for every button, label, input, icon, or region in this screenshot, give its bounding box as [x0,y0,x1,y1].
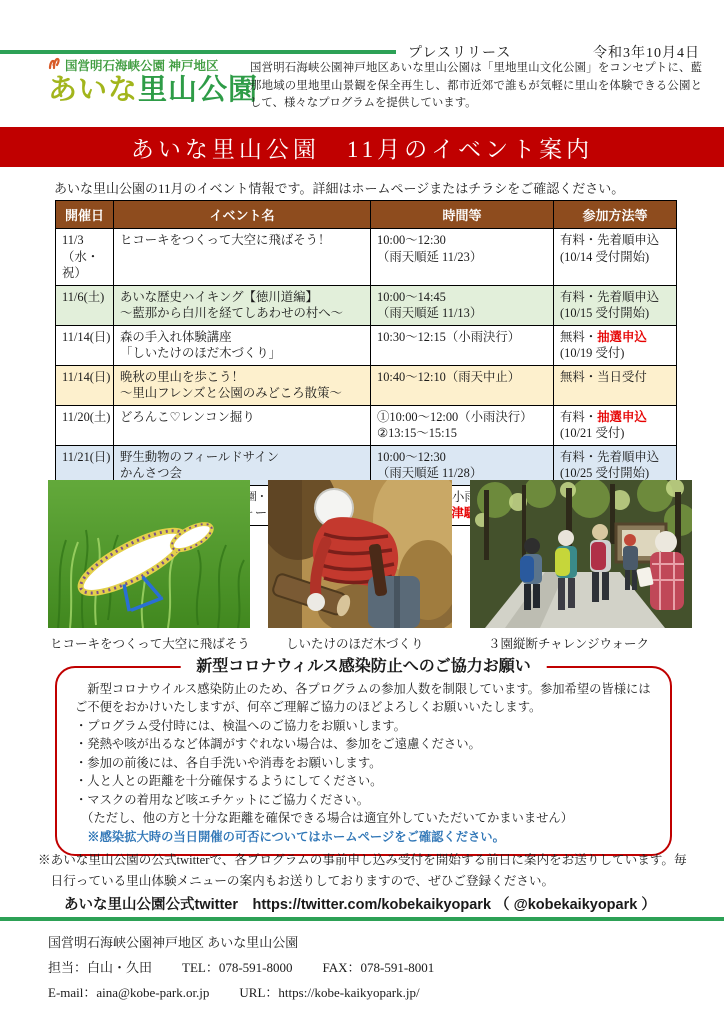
table-header-row [56,201,677,229]
event-name-cell: どろんこ♡レンコン掘り [114,405,371,445]
press-release-line [408,42,700,62]
covid-paragraph: 新型コロナウイルス感染防止のため、各プログラムの参加人数を制限しています。参加希望の皆様にはご不便をおかけいたしますが、何卒ご理解ご協力のほどよろしくお願いいたします。 [75,682,651,715]
event-method-cell: 有料・先着順申込 (10/15 受付開始) [554,285,677,325]
table-row [56,365,677,405]
photo-caption-shiitake: しいたけのほだ木づくり [286,637,424,651]
twitter-note: ※あいな里山公園の公式twitterで、各プログラムの事前申し込み受付を開始する前日に案内をお送りしています。毎日行っている里山体験メニューの案内もお送りしておりますので、ぜひご登録ください。 [38,853,687,888]
event-name-cell: 森の手入れ体験講座 「しいたけのほだ木づくり」 [114,325,371,365]
table-row [56,325,677,365]
top-green-rule [0,50,396,54]
event-time-cell: 10:40～12:10（雨天中止） [371,365,554,405]
park-logo-title-aina: あいな [48,74,139,106]
park-logo-title-satoyama: 里山公園 [138,74,259,106]
column-header-date: 開催日 [56,201,114,229]
sprout-icon [48,57,61,73]
event-time-cell: ①10:00～12:00（小雨決行） ②13:15～15:15 [371,405,554,445]
lottery-highlight: 抽選申込 [597,329,647,344]
footer-tel: TEL：078-591-8000 [182,960,293,975]
table-row [56,405,677,445]
covid-bullet: ・マスクの着用など咳エチケットにご協力ください。 [75,792,370,807]
event-date-cell: 11/6(土) [56,285,114,325]
park-description: 国営明石海峡公園神戸地区あいな里山公園は「里地里山文化公園」をコンセプトに、藍那地域の里地里山景観を保全再生し、都市近郊で誰もが気軽に里山を体験できる公園として、様々なプログラムを提供しています。 [250,62,702,110]
event-time-cell: 10:00～12:30 （雨天順延 11/28） [371,445,554,485]
park-logo-subtitle: 国営明石海峡公園 神戸地区 [65,59,219,73]
event-table [55,200,677,526]
covid-bullet: （ただし、他の方と十分な距離を確保できる場合は適宜外していただいてかまいません） [75,811,574,826]
footer-url: URL：https://kobe-kaikyopark.jp/ [239,985,420,1000]
covid-homepage-note: ※感染拡大時の当日開催の可否についてはホームページをご確認ください。 [87,829,505,844]
lottery-highlight: 抽選申込 [597,409,647,424]
event-method-cell: 有料・先着順申込 (10/14 受付開始) [554,229,677,286]
covid-notice-box [55,658,672,856]
footer-contact [48,930,464,1005]
event-method-cell: 無料・抽選申込 (10/19 受付) [554,325,677,365]
event-method-cell: 無料・当日受付 [554,365,677,405]
event-date-cell: 11/3 （水・祝） [56,229,114,286]
photo-shiitake-log-work [268,480,452,628]
covid-bullet: ・人と人との距離を十分確保するようにしてください。 [75,774,383,789]
event-name-cell: 野生動物のフィールドサイン かんさつ会 [114,445,371,485]
press-release-label: プレスリリース [408,46,512,61]
park-logo [48,56,258,107]
event-name-cell: 晩秋の里山を歩こう！ ～里山フレンズと公園のみどころ散策～ [114,365,371,405]
footer-links-line [48,980,464,1005]
event-time-cell: 10:00～12:30 （雨天順延 11/23） [371,229,554,286]
column-header-time: 時間等 [371,201,554,229]
table-row [56,445,677,485]
title-banner [0,127,724,167]
event-date-cell: 11/21(日) [56,445,114,485]
column-header-method: 参加方法等 [554,201,677,229]
event-name-cell: あいな歴史ハイキング【徳川道編】 ～藍那から白川を経てしあわせの村へ～ [114,285,371,325]
event-time-cell: 10:30～12:15（小雨決行） [371,325,554,365]
covid-bullet: ・プログラム受付時には、検温へのご協力をお願いします。 [75,718,406,733]
press-release-date: 令和3年10月4日 [593,46,700,61]
photo-caption-plane: ヒコーキをつくって大空に飛ばそう [50,637,250,651]
twitter-official-line: あいな里山公園公式twitter https://twitter.com/kobekaikyopark （ @kobekaikyopark ） [64,897,656,913]
photo-caption-walk: ３園縦断チャレンジウォーク [488,637,650,651]
event-method-cell: 有料・抽選申込 (10/21 受付) [554,405,677,445]
photo-model-plane [48,480,250,628]
table-row [56,285,677,325]
page-title: あいな里山公園 11月のイベント案内 [130,136,594,162]
covid-notice-title: 新型コロナウィルス感染防止へのご協力お願い [180,655,547,679]
event-time-cell: 10:00～14:45 （雨天順延 11/13） [371,285,554,325]
footer-fax: FAX：078-591-8001 [322,960,435,975]
covid-bullet: ・発熱や咳が出るなど体調がすぐれない場合は、参加をご遠慮ください。 [75,737,481,752]
event-name-cell: ヒコーキをつくって大空に飛ばそう！ [114,229,371,286]
footer-email: E-mail：aina@kobe-park.or.jp [48,985,210,1000]
event-method-cell: 有料・先着順申込 (10/25 受付開始) [554,445,677,485]
footer-contact-line [48,955,464,980]
event-date-cell: 11/20(土) [56,405,114,445]
footer-staff: 担当：白山・久田 [48,960,153,975]
bottom-green-rule [0,917,724,921]
intro-text: あいな里山公園の11月のイベント情報です。詳細はホームページまたはチラシをご確認ください。 [54,181,625,196]
photo-challenge-walk [470,480,692,628]
event-date-cell: 11/14(日) [56,365,114,405]
footer-park-name: 国営明石海峡公園神戸地区 あいな里山公園 [48,935,299,950]
event-date-cell: 11/14(日) [56,325,114,365]
park-logo-title [48,74,258,107]
table-row [56,229,677,286]
column-header-event: イベント名 [114,201,371,229]
covid-bullet: ・参加の前後には、各自手洗いや消毒をお願いします。 [75,755,382,770]
